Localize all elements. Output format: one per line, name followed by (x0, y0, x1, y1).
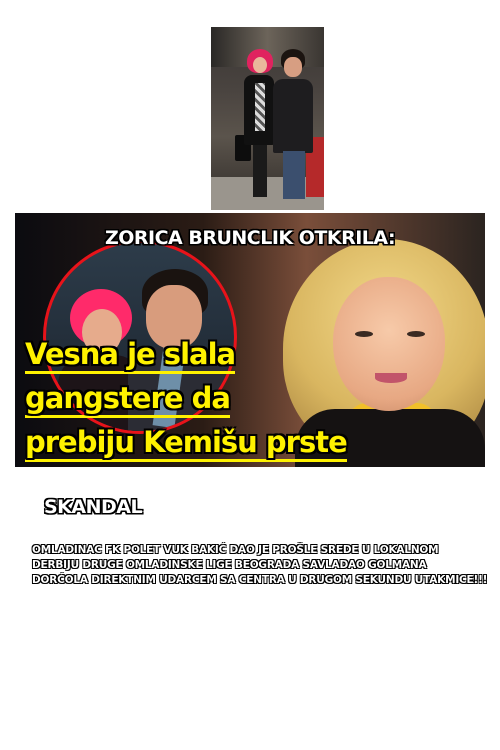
story-line: DERBIJU DRUGE OMLADINSKE LIGE BEOGRADA SAVLADAO GOLMANA (32, 559, 427, 571)
headline-line: prebiju Kemišu prste (25, 425, 347, 462)
headline-line: gangstere da (25, 381, 230, 418)
woman-scarf (255, 83, 265, 131)
man-jeans (283, 151, 305, 199)
story-line: OMLADINAC FK POLET VUK BAKIĆ DAO JE PROŠLE SREDE U LOKALNOM (32, 544, 439, 556)
mouth (375, 373, 407, 383)
couple-photo (211, 27, 324, 210)
woman-legs (253, 145, 267, 197)
headline-line: Vesna je slala (25, 337, 235, 374)
story-text (32, 543, 492, 588)
headline-kicker: ZORICA BRUNCLIK OTKRILA: (104, 227, 396, 249)
story-line: DORĆOLA DIREKTNIM UDARCEM SA CENTRA U DRUGOM SEKUNDU UTAKMICE!!! (32, 574, 488, 586)
headline-banner (15, 213, 485, 467)
eye (355, 331, 373, 337)
blonde-woman-face (333, 277, 445, 411)
section-label: SKANDAL (44, 496, 143, 518)
man-figure (273, 79, 313, 153)
man-face (284, 57, 302, 77)
woman-face (253, 57, 267, 73)
eye (407, 331, 425, 337)
